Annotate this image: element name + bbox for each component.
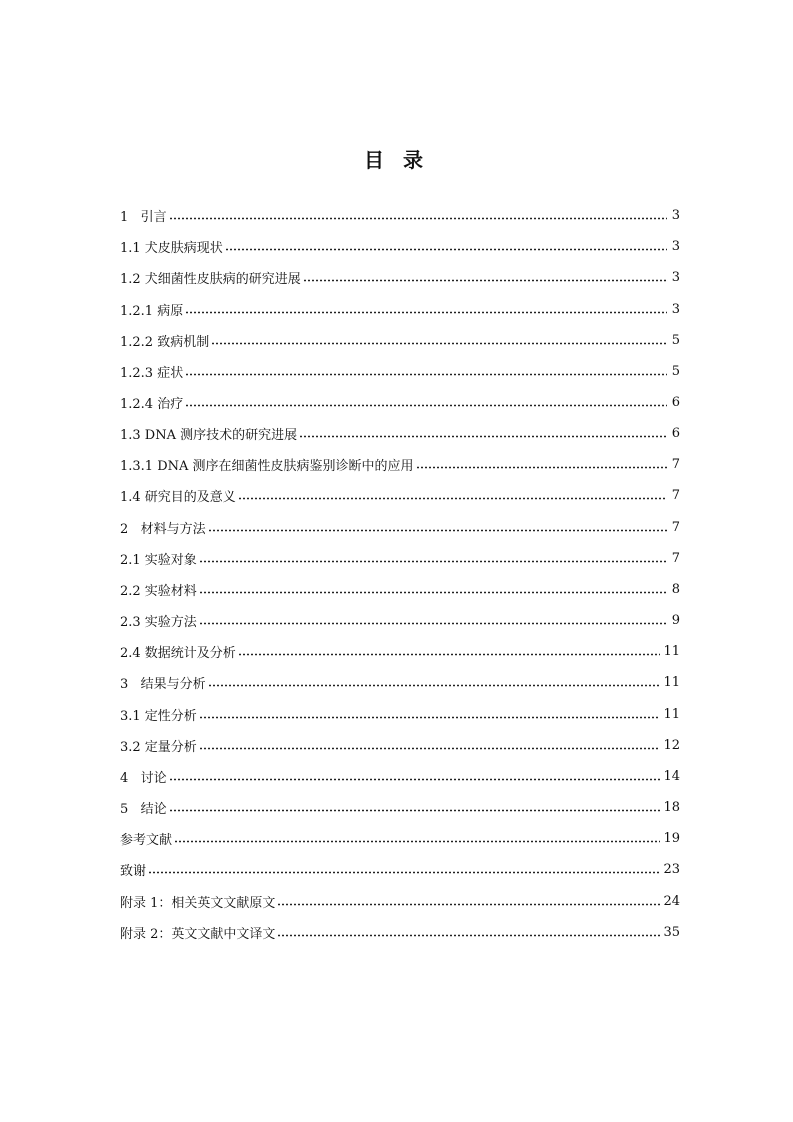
toc-leader-dots [277,934,660,937]
toc-leader-dots [277,903,660,906]
toc-entry-label: 2.2 实验材料 [120,583,197,599]
toc-entry-page-number: 19 [663,831,680,847]
toc-entry [120,667,680,698]
toc-entry-label: 参考文献 [120,833,173,849]
toc-entry [120,356,680,387]
toc-entry [120,730,680,761]
toc-entry-label: 2.1 实验对象 [120,552,197,568]
toc-entry-page-number: 7 [671,488,680,504]
toc-entry-page-number: 5 [671,363,680,379]
toc-entry-label: 1.3 DNA 测序技术的研究进展 [120,428,298,444]
toc-leader-dots [303,279,667,282]
toc-entry-page-number: 11 [663,675,680,691]
toc-entry-label: 3.2 定量分析 [120,739,197,755]
toc-entry [120,854,680,885]
toc-entry-label: 1.2.1 病原 [120,303,184,319]
toc-entry [120,885,680,916]
toc-entry-page-number: 6 [671,395,680,411]
toc-entry-page-number: 3 [671,270,680,286]
toc-entry [120,917,680,948]
toc-entry-label: 2.4 数据统计及分析 [120,646,236,662]
toc-entry [120,325,680,356]
toc-entry [120,761,680,792]
toc-entry-page-number: 7 [671,550,680,566]
toc-entry [120,387,680,418]
toc-entry-page-number: 5 [671,332,680,348]
toc-entry [120,543,680,574]
toc-entry [120,293,680,324]
toc-entry-page-number: 12 [663,737,680,753]
toc-entry-label: 1.2.4 治疗 [120,397,184,413]
toc-entry-label: 1.2.3 症状 [120,365,184,381]
toc-entry [120,418,680,449]
toc-entry-label: 4 讨论 [120,770,167,786]
toc-entry-page-number: 18 [663,800,680,816]
toc-entry-page-number: 3 [671,301,680,317]
toc-entry-label: 致谢 [120,864,147,880]
toc-entry-label: 1.2.2 致病机制 [120,334,210,350]
toc-entry-page-number: 3 [671,208,680,224]
page-title: 目 录 [364,148,429,172]
toc-entry-page-number: 24 [663,893,680,909]
toc-entry-page-number: 14 [663,768,680,784]
toc-entry-page-number: 3 [671,239,680,255]
toc-entry-label: 2.3 实验方法 [120,615,197,631]
toc-entry [120,792,680,823]
toc-leader-dots [199,716,661,719]
toc-entry [120,699,680,730]
toc-leader-dots [238,497,667,500]
toc-entry [120,636,680,667]
toc-entry-label: 1.4 研究目的及意义 [120,490,236,506]
toc-entry [120,823,680,854]
toc-leader-dots [208,529,667,532]
toc-entry-page-number: 35 [663,924,680,940]
toc-leader-dots [185,373,667,376]
toc-entry-label: 附录 1：相关英文文献原文 [120,895,276,911]
toc-entry-label: 3 结果与分析 [120,677,206,693]
toc-leader-dots [169,217,667,220]
toc-entry-page-number: 6 [671,426,680,442]
toc-entry [120,200,680,231]
toc-entry-page-number: 8 [671,581,680,597]
toc-entry [120,574,680,605]
toc-entry-page-number: 11 [663,644,680,660]
toc-leader-dots [169,809,661,812]
toc-leader-dots [174,840,660,843]
toc-leader-dots [169,778,661,781]
toc-entry [120,262,680,293]
toc-entry-page-number: 7 [671,519,680,535]
toc-leader-dots [299,435,667,438]
toc-leader-dots [185,311,667,314]
toc-leader-dots [185,404,667,407]
toc-leader-dots [199,747,661,750]
toc-entry-label: 1 引言 [120,210,167,226]
toc-entry [120,449,680,480]
toc-leader-dots [238,653,661,656]
toc-leader-dots [199,622,667,625]
toc-leader-dots [225,248,667,251]
toc-leader-dots [416,466,667,469]
toc-entry-page-number: 9 [671,613,680,629]
toc-leader-dots [148,871,660,874]
toc-entry-label: 附录 2：英文文献中文译文 [120,926,276,942]
toc-entry-label: 1.1 犬皮肤病现状 [120,241,223,257]
toc-entry-page-number: 11 [663,706,680,722]
toc-entry-label: 3.1 定性分析 [120,708,197,724]
toc-leader-dots [208,684,661,687]
table-of-contents [120,200,680,948]
toc-entry-label: 1.2 犬细菌性皮肤病的研究进展 [120,272,301,288]
toc-entry [120,605,680,636]
toc-entry-label: 1.3.1 DNA 测序在细菌性皮肤病鉴别诊断中的应用 [120,459,414,475]
toc-leader-dots [199,591,667,594]
toc-entry [120,512,680,543]
toc-entry-label: 5 结论 [120,802,167,818]
toc-entry-label: 2 材料与方法 [120,521,206,537]
toc-entry [120,480,680,511]
toc-leader-dots [211,342,667,345]
toc-entry [120,231,680,262]
toc-leader-dots [199,560,667,563]
toc-entry-page-number: 7 [671,457,680,473]
toc-entry-page-number: 23 [663,862,680,878]
